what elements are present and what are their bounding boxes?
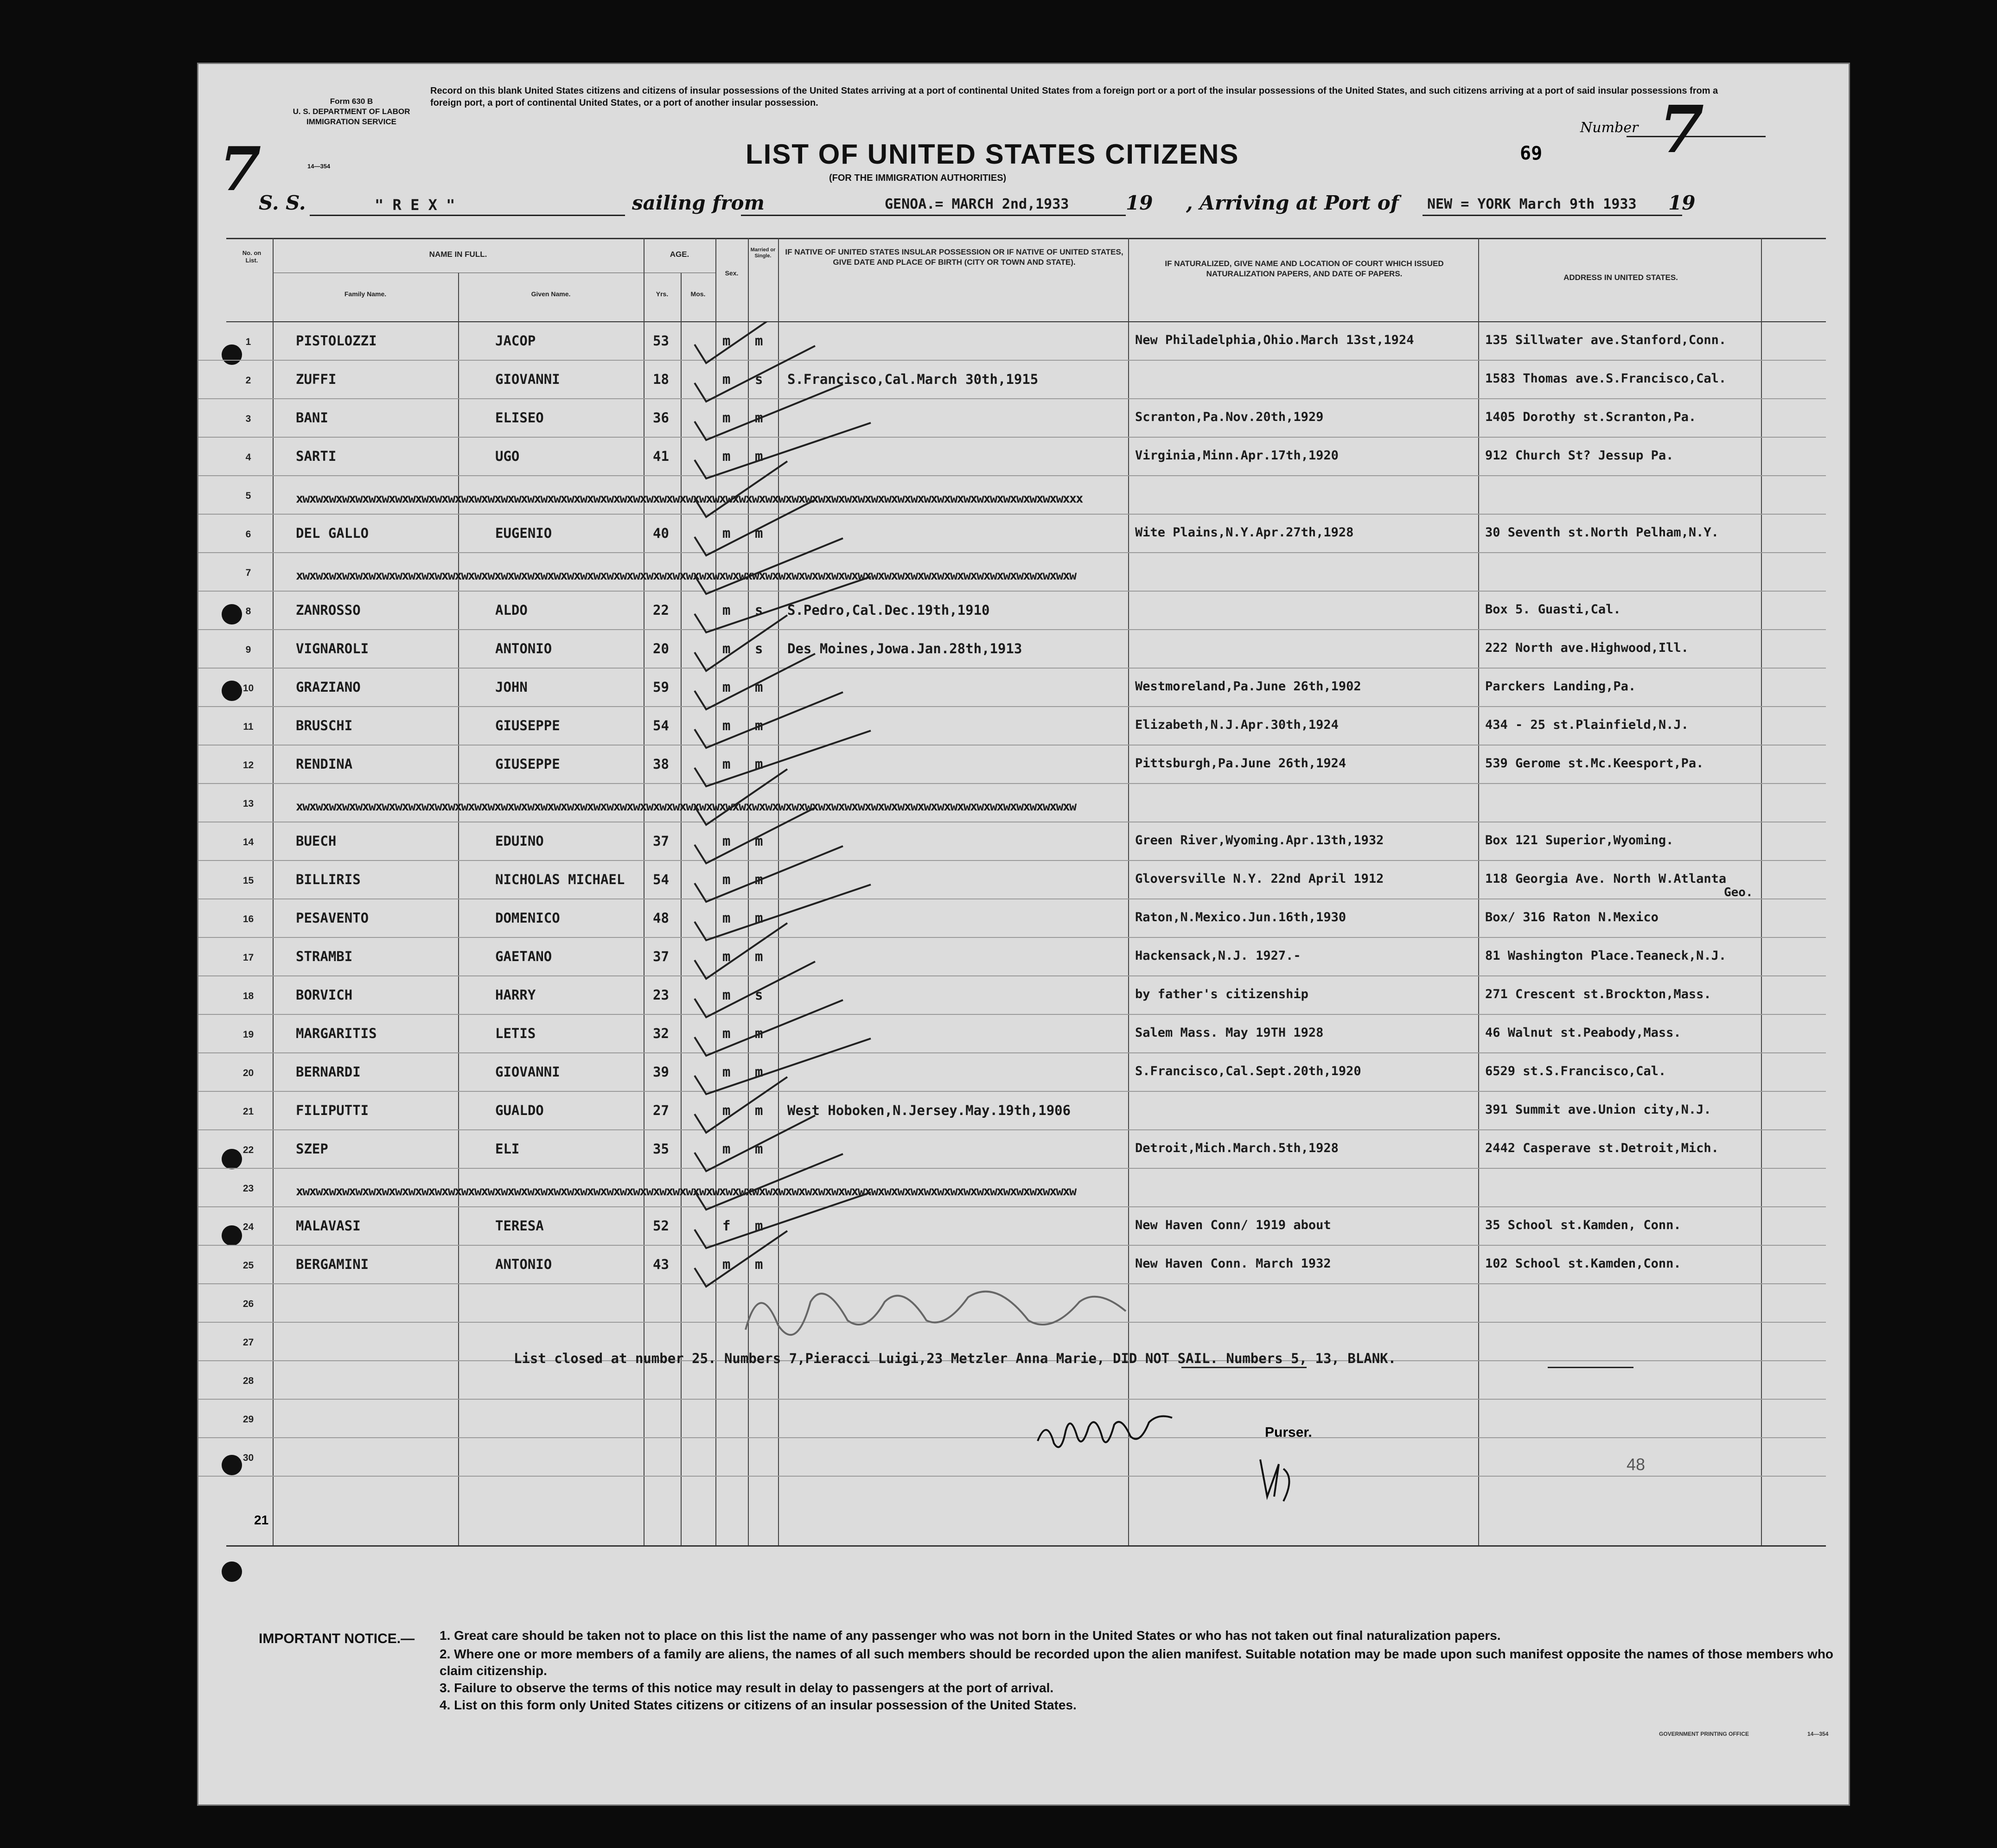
- check-mark: [695, 1192, 871, 1248]
- check-mark: [695, 1154, 843, 1210]
- row-number: 24: [242, 1222, 254, 1232]
- check-mark: [695, 923, 787, 979]
- check-mark: [695, 384, 843, 440]
- check-mark: [695, 731, 871, 786]
- sex: m: [722, 1141, 731, 1157]
- row-number: 6: [245, 529, 251, 540]
- family-name: FILIPUTTI: [296, 1102, 369, 1118]
- row-number: 5: [245, 491, 251, 501]
- number-69: 69: [1520, 143, 1543, 164]
- check-mark: [695, 654, 815, 709]
- year-suffix-2: 19: [1668, 191, 1696, 214]
- age-years: 35: [653, 1141, 669, 1157]
- check-mark: [695, 538, 843, 594]
- sex: m: [722, 679, 731, 695]
- check-mark: [695, 808, 815, 863]
- closing-statement: List closed at number 25. Numbers 7,Pieracci Luigi,23 Metzler Anna Marie, DID NOT SAIL. Numbers 5, 13, BLANK.: [514, 1351, 1397, 1366]
- family-name: MALAVASI: [296, 1218, 361, 1234]
- header-naturalized: IF NATURALIZED, GIVE NAME AND LOCATION OF COURT WHICH ISSUED NATURALIZATION PAPERS, AND DATE OF PAPERS.: [1165, 259, 1444, 278]
- sex: m: [722, 949, 731, 964]
- marital-status: m: [755, 1141, 763, 1157]
- address: Parckers Landing,Pa.: [1485, 679, 1636, 694]
- check-mark: [695, 1077, 787, 1133]
- address: 391 Summit ave.Union city,N.J.: [1485, 1102, 1711, 1117]
- naturalization: Salem Mass. May 19TH 1928: [1135, 1026, 1324, 1040]
- naturalization: New Haven Conn. March 1932: [1135, 1256, 1331, 1271]
- check-mark: [695, 692, 843, 748]
- naturalization: Virginia,Minn.Apr.17th,1920: [1135, 448, 1339, 463]
- row-number: 4: [245, 452, 251, 463]
- manifest-sheet: [197, 63, 1850, 1806]
- marital-status: m: [755, 448, 763, 464]
- birth-place-date: S.Pedro,Cal.Dec.19th,1910: [787, 602, 990, 618]
- naturalization: New Haven Conn/ 1919 about: [1135, 1218, 1331, 1232]
- notice-item-1: 1. Great care should be taken not to place on this list the name of any passenger who was not born in the United States or who has not taken out final naturalization papers.: [440, 1628, 1501, 1643]
- naturalization: Scranton,Pa.Nov.20th,1929: [1135, 410, 1324, 424]
- age-years: 22: [653, 602, 669, 618]
- number-value: 7: [1659, 92, 1704, 168]
- naturalization: New Philadelphia,Ohio.March 13st,1924: [1135, 333, 1414, 347]
- row-number: 14: [242, 837, 254, 848]
- given-name: UGO: [495, 448, 520, 464]
- row-rule: [198, 1437, 1826, 1438]
- sex: m: [722, 872, 731, 887]
- age-years: 37: [653, 833, 669, 849]
- check-mark: [695, 1000, 843, 1056]
- did-not-sail-underline: [1181, 1367, 1307, 1368]
- family-name: BERNARDI: [296, 1064, 361, 1080]
- age-years: 38: [653, 756, 669, 772]
- header-sex: Sex.: [725, 269, 739, 277]
- naturalization: Raton,N.Mexico.Jun.16th,1930: [1135, 910, 1346, 924]
- family-name: PISTOLOZZI: [296, 333, 377, 349]
- naturalization: Gloversville N.Y. 22nd April 1912: [1135, 872, 1384, 886]
- row-number: 11: [243, 721, 254, 732]
- ship-underline: [310, 215, 625, 216]
- arrival-underline: [1423, 215, 1682, 216]
- age-years: 43: [653, 1256, 669, 1272]
- marital-status: m: [755, 1218, 763, 1234]
- sex: m: [722, 910, 731, 926]
- marital-status: m: [755, 910, 763, 926]
- header-mos: Mos.: [690, 290, 706, 298]
- sex: m: [722, 756, 731, 772]
- marital-status: s: [755, 602, 763, 618]
- sex: m: [722, 641, 731, 656]
- sailing-from-label: sailing from: [632, 191, 765, 214]
- row-number: 2: [245, 375, 251, 386]
- given-name: NICHOLAS MICHAEL: [495, 872, 625, 887]
- sex: m: [722, 525, 731, 541]
- birth-place-date: West Hoboken,N.Jersey.May.19th,1906: [787, 1102, 1071, 1118]
- header-age: AGE.: [670, 250, 689, 259]
- handwritten-seven: 7: [219, 134, 262, 204]
- sex: m: [722, 371, 731, 387]
- marital-status: s: [755, 641, 763, 656]
- marital-status: m: [755, 1102, 763, 1118]
- address: 46 Walnut st.Peabody,Mass.: [1485, 1026, 1681, 1040]
- check-mark: [695, 321, 787, 363]
- address: 222 North ave.Highwood,Ill.: [1485, 641, 1689, 655]
- sex: m: [722, 1102, 731, 1118]
- age-years: 27: [653, 1102, 669, 1118]
- address: 912 Church St? Jessup Pa.: [1485, 448, 1674, 463]
- address: 118 Georgia Ave. North W.Atlanta: [1485, 872, 1727, 886]
- age-years: 41: [653, 448, 669, 464]
- tally-number: 21: [254, 1513, 269, 1527]
- naturalization: S.Francisco,Cal.Sept.20th,1920: [1135, 1064, 1361, 1078]
- number-label: Number: [1580, 120, 1639, 136]
- row-number: 16: [242, 914, 254, 924]
- check-mark: [695, 1039, 871, 1094]
- naturalization: by father's citizenship: [1135, 987, 1308, 1001]
- age-years: 54: [653, 872, 669, 887]
- sex: m: [722, 410, 731, 426]
- header-no: No. on List.: [242, 249, 262, 264]
- check-mark: [695, 423, 871, 478]
- age-years: 53: [653, 333, 669, 349]
- marital-status: m: [755, 333, 763, 349]
- col-line: [1478, 238, 1479, 1545]
- notice-item-2: 2. Where one or more members of a family are aliens, the names of all such members should be recorded upon the alien manifest. Suitable notation may be made upon such manifest opposite the names of those members who claim citizenship.: [440, 1647, 1834, 1678]
- naturalization: Detroit,Mich.March.5th,1928: [1135, 1141, 1339, 1155]
- header-address: ADDRESS IN UNITED STATES.: [1563, 273, 1678, 282]
- sex: m: [722, 1064, 731, 1080]
- sex: m: [722, 602, 731, 618]
- family-name: RENDINA: [296, 756, 353, 772]
- sex: f: [722, 1218, 731, 1234]
- address: 35 School st.Kamden, Conn.: [1485, 1218, 1681, 1232]
- col-line: [1761, 238, 1762, 1545]
- row-number: 3: [245, 414, 251, 424]
- family-name: BANI: [296, 410, 328, 426]
- family-name: MARGARITIS: [296, 1026, 377, 1041]
- age-years: 39: [653, 1064, 669, 1080]
- table-bottom-border: [226, 1545, 1826, 1547]
- check-marks: [685, 321, 1149, 1434]
- given-name: JOHN: [495, 679, 528, 695]
- page-subtitle: (FOR THE IMMIGRATION AUTHORITIES): [829, 173, 1007, 183]
- marital-status: s: [755, 371, 763, 387]
- given-name: GIUSEPPE: [495, 756, 560, 772]
- table-top-border: [226, 238, 1826, 239]
- address: 434 - 25 st.Plainfield,N.J.: [1485, 718, 1689, 732]
- notice-item-4: 4. List on this form only United States citizens or citizens of an insular possession of the United States.: [440, 1698, 1077, 1712]
- address: 2442 Casperave st.Detroit,Mich.: [1485, 1141, 1719, 1155]
- naturalization: Wite Plains,N.Y.Apr.27th,1928: [1135, 525, 1354, 540]
- departure: GENOA.= MARCH 2nd,1933: [885, 196, 1069, 212]
- check-mark: [695, 885, 871, 940]
- birth-place-date: Des Moines,Jowa.Jan.28th,1913: [787, 641, 1022, 656]
- naturalization: Green River,Wyoming.Apr.13th,1932: [1135, 833, 1384, 848]
- given-name: ANTONIO: [495, 1256, 552, 1272]
- marital-status: m: [755, 410, 763, 426]
- given-name: HARRY: [495, 987, 536, 1003]
- check-mark: [695, 346, 815, 401]
- age-years: 48: [653, 910, 669, 926]
- notice-item-3: 3. Failure to observe the terms of this notice may result in delay to passengers at the port of arrival.: [440, 1681, 1054, 1695]
- family-name: VIGNAROLI: [296, 641, 369, 656]
- row-number: 23: [242, 1183, 254, 1194]
- age-years: 37: [653, 949, 669, 964]
- service: IMMIGRATION SERVICE: [306, 117, 396, 126]
- naturalization: Westmoreland,Pa.June 26th,1902: [1135, 679, 1361, 694]
- address: 81 Washington Place.Teaneck,N.J.: [1485, 949, 1727, 963]
- given-name: GIOVANNI: [495, 371, 560, 387]
- page-title: LIST OF UNITED STATES CITIZENS: [746, 139, 1239, 170]
- given-name: GAETANO: [495, 949, 552, 964]
- blank-underline: [1548, 1367, 1633, 1368]
- address: Box 5. Guasti,Cal.: [1485, 602, 1621, 617]
- notice-label: IMPORTANT NOTICE.—: [259, 1631, 415, 1646]
- given-name: ELISEO: [495, 410, 544, 426]
- marital-status: m: [755, 679, 763, 695]
- family-name: BILLIRIS: [296, 872, 361, 887]
- row-number: 19: [242, 1029, 254, 1040]
- given-name: ALDO: [495, 602, 528, 618]
- birth-place-date: S.Francisco,Cal.March 30th,1915: [787, 371, 1039, 387]
- address: 30 Seventh st.North Pelham,N.Y.: [1485, 525, 1719, 540]
- age-years: 18: [653, 371, 669, 387]
- family-name: DEL GALLO: [296, 525, 369, 541]
- row-number: 25: [242, 1260, 254, 1271]
- form-id-block: [291, 96, 412, 127]
- age-years: 54: [653, 718, 669, 733]
- marital-status: m: [755, 525, 763, 541]
- sex: m: [722, 1026, 731, 1041]
- given-name: GIUSEPPE: [495, 718, 560, 733]
- age-years: 40: [653, 525, 669, 541]
- marital-status: m: [755, 1256, 763, 1272]
- marital-status: m: [755, 949, 763, 964]
- header-family-name: Family Name.: [344, 290, 387, 298]
- form-number: Form 630 B: [330, 97, 373, 106]
- cancelled-row: xwxwxwxwxwxwxwxwxwxwxwxwxwxwxwxwxwxwxwxwxwxwxwxwxwxwxwxwxwxwxwxwxwxwxwxwxwxwxwxwxwxwxwxwxwxwxwxwxwxwxwxwxwxwxwxwxwxwxxx: [296, 491, 1083, 506]
- row-number: 28: [242, 1376, 254, 1386]
- sex: m: [722, 448, 731, 464]
- row-number: 8: [245, 606, 251, 617]
- given-name: ANTONIO: [495, 641, 552, 656]
- row-number: 9: [245, 644, 251, 655]
- sex: m: [722, 718, 731, 733]
- row-number: 30: [242, 1453, 254, 1463]
- row-number: 7: [245, 567, 251, 578]
- address: 1405 Dorothy st.Scranton,Pa.: [1485, 410, 1697, 424]
- check-mark: [695, 846, 843, 902]
- age-years: 20: [653, 641, 669, 656]
- family-name: BRUSCHI: [296, 718, 353, 733]
- cancelled-row: xwxwxwxwxwxwxwxwxwxwxwxwxwxwxwxwxwxwxwxwxwxwxwxwxwxwxwxwxwxwxwxwxwxwxwxwxwxwxwxwxwxwxwxwxwxwxwxwxwxwxwxwxwxwxwxwxwxwxw: [296, 568, 1076, 583]
- departure-underline: [741, 215, 1126, 216]
- ship-name: " R E X ": [375, 196, 455, 214]
- age-years: 23: [653, 987, 669, 1003]
- given-name: ELI: [495, 1141, 520, 1157]
- naturalization: Pittsburgh,Pa.June 26th,1924: [1135, 756, 1346, 771]
- check-mark: [695, 1231, 787, 1287]
- age-years: 32: [653, 1026, 669, 1041]
- sex: m: [722, 833, 731, 849]
- given-name: LETIS: [495, 1026, 536, 1041]
- row-number: 26: [242, 1299, 254, 1309]
- age-years: 52: [653, 1218, 669, 1234]
- initials-mark: [1251, 1450, 1307, 1506]
- col-line: [273, 238, 274, 1545]
- family-name: BORVICH: [296, 987, 353, 1003]
- purser-label: Purser.: [1265, 1425, 1312, 1440]
- address: 539 Gerome st.Mc.Keesport,Pa.: [1485, 756, 1704, 771]
- family-name: BUECH: [296, 833, 337, 849]
- row-number: 20: [242, 1068, 254, 1078]
- marital-status: m: [755, 872, 763, 887]
- marital-status: m: [755, 1064, 763, 1080]
- arrival: NEW = YORK March 9th 1933: [1427, 196, 1637, 212]
- row-number: 21: [242, 1106, 254, 1117]
- address: 1583 Thomas ave.S.Francisco,Cal.: [1485, 371, 1727, 386]
- address: 271 Crescent st.Brockton,Mass.: [1485, 987, 1711, 1001]
- marital-status: m: [755, 718, 763, 733]
- given-name: GIOVANNI: [495, 1064, 560, 1080]
- row-rule: [198, 1476, 1826, 1477]
- col-line: [458, 273, 459, 1545]
- footer-code: 14—354: [1807, 1731, 1829, 1737]
- row-number: 10: [242, 683, 254, 694]
- check-mark: [695, 615, 787, 671]
- given-name: EDUINO: [495, 833, 544, 849]
- row-number: 18: [242, 991, 254, 1001]
- check-mark: [695, 962, 815, 1017]
- naturalization: Elizabeth,N.J.Apr.30th,1924: [1135, 718, 1339, 732]
- marital-status: m: [755, 756, 763, 772]
- form-code: 14—354: [307, 163, 331, 170]
- row-number: 17: [242, 952, 254, 963]
- header-name-in-full: NAME IN FULL.: [429, 250, 487, 259]
- row-number: 27: [242, 1337, 254, 1348]
- check-mark: [695, 1115, 815, 1171]
- row-number: 22: [242, 1145, 254, 1155]
- marital-status: m: [755, 1026, 763, 1041]
- arriving-label: , Arriving at Port of: [1186, 191, 1399, 214]
- check-mark: [695, 461, 787, 517]
- header-yrs: Yrs.: [656, 290, 669, 298]
- address: 6529 st.S.Francisco,Cal.: [1485, 1064, 1666, 1078]
- header-given-name: Given Name.: [531, 290, 571, 298]
- address: 102 School st.Kamden,Conn.: [1485, 1256, 1681, 1271]
- given-name: EUGENIO: [495, 525, 552, 541]
- family-name: SZEP: [296, 1141, 328, 1157]
- given-name: GUALDO: [495, 1102, 544, 1118]
- top-instructions: Record on this blank United States citizens and citizens of insular possessions of the United States arriving at a port of continental United States from a foreign port or a port of the insular possessions of the United States, and such citizens arriving at a port of said insular possessions from a foreign port, a port of continental United States, or a port of another insular possession.: [430, 86, 1718, 108]
- row-number: 29: [242, 1414, 254, 1425]
- year-suffix-1: 19: [1126, 191, 1153, 214]
- row-number: 1: [245, 337, 251, 347]
- check-mark: [695, 769, 787, 825]
- row-number: 12: [242, 760, 254, 771]
- address: 135 Sillwater ave.Stanford,Conn.: [1485, 333, 1727, 347]
- address: Box/ 316 Raton N.Mexico: [1485, 910, 1659, 924]
- address-cont: Geo.: [1724, 886, 1753, 899]
- punch-hole: [222, 1561, 242, 1582]
- cancelled-row: xwxwxwxwxwxwxwxwxwxwxwxwxwxwxwxwxwxwxwxwxwxwxwxwxwxwxwxwxwxwxwxwxwxwxwxwxwxwxwxwxwxwxwxwxwxwxwxwxwxwxwxwxwxwxwxwxwxwxw: [296, 1184, 1076, 1198]
- family-name: BERGAMINI: [296, 1256, 369, 1272]
- department: U. S. DEPARTMENT OF LABOR: [293, 107, 410, 116]
- marital-status: s: [755, 987, 763, 1003]
- family-name: ZUFFI: [296, 371, 337, 387]
- naturalization: Hackensack,N.J. 1927.-: [1135, 949, 1301, 963]
- given-name: DOMENICO: [495, 910, 560, 926]
- sex: m: [722, 1256, 731, 1272]
- given-name: TERESA: [495, 1218, 544, 1234]
- header-married-single: Married or Single.: [750, 247, 776, 259]
- family-name: STRAMBI: [296, 949, 353, 964]
- sex: m: [722, 333, 731, 349]
- page-number: 48: [1627, 1455, 1646, 1474]
- family-name: ZANROSSO: [296, 602, 361, 618]
- row-number: 15: [242, 875, 254, 886]
- age-years: 59: [653, 679, 669, 695]
- row-number: 13: [242, 798, 254, 809]
- printer-imprint: GOVERNMENT PRINTING OFFICE: [1659, 1731, 1749, 1737]
- given-name: JACOP: [495, 333, 536, 349]
- age-years: 36: [653, 410, 669, 426]
- cancelled-row: xwxwxwxwxwxwxwxwxwxwxwxwxwxwxwxwxwxwxwxwxwxwxwxwxwxwxwxwxwxwxwxwxwxwxwxwxwxwxwxwxwxwxwxwxwxwxwxwxwxwxwxwxwxwxwxwxwxwxw: [296, 799, 1076, 814]
- check-mark: [695, 500, 815, 555]
- ss-label: S. S.: [259, 191, 306, 214]
- address: Box 121 Superior,Wyoming.: [1485, 833, 1674, 848]
- header-native-birth: IF NATIVE OF UNITED STATES INSULAR POSSESSION OR IF NATIVE OF UNITED STATES, GIVE DATE AND PLACE OF BIRTH (CITY OR TOWN AND STATE).: [785, 248, 1123, 267]
- family-name: GRAZIANO: [296, 679, 361, 695]
- family-name: PESAVENTO: [296, 910, 369, 926]
- sex: m: [722, 987, 731, 1003]
- family-name: SARTI: [296, 448, 337, 464]
- marital-status: m: [755, 833, 763, 849]
- check-mark: [695, 577, 871, 632]
